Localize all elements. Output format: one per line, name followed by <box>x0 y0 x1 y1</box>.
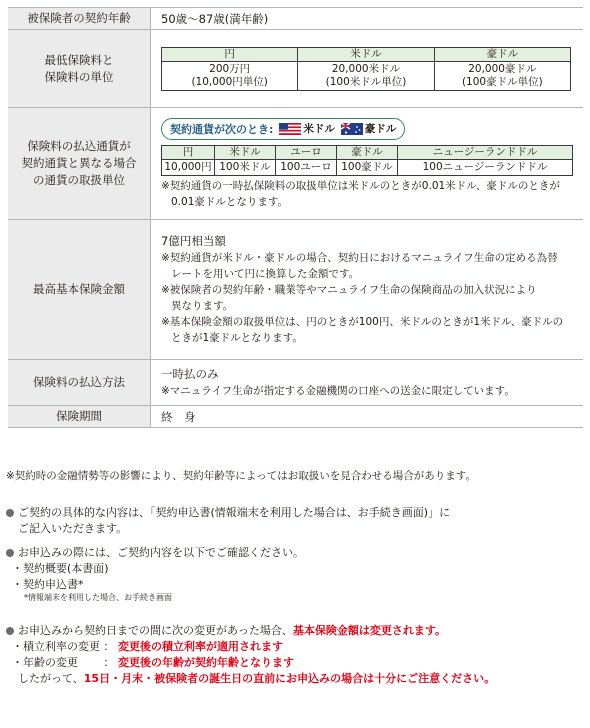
max-notes: ※契約通貨が米ドル・豪ドルの場合、契約日におけるマニュライフ生命の定める為替 レートを用いて円に換算した金額です。 ※被保険者の契約年齢・職業等やマニュライフ生命の保険商品の加入状況により 異なります。 ※基本保険金額の取扱単位は、円のときが100円、米ドルのときが1米ドル、豪ドルの ときが1豪ドルとなります。 <box>161 252 564 344</box>
cur-cell-usd: 100米ドル <box>215 159 276 175</box>
unit-header-aud: 豪ドル <box>434 47 570 61</box>
us-flag-icon <box>279 123 301 135</box>
method-note: ※マニュライフ生命が指定する金融機関の口座への送金に限定しています。 <box>161 385 515 397</box>
method-label: 保険料の払込方法 <box>8 360 151 406</box>
currency-label: 保険料の払込通貨が 契約通貨と異なる場合 の通貨の取扱単位 <box>8 108 151 220</box>
currency-row <box>8 108 583 220</box>
table-footnote: ※契約時の金融情勢等の影響により、契約年齢等によってはお取扱いを見合わせる場合があります。 <box>6 470 476 482</box>
max-label: 最高基本保険金額 <box>8 220 151 360</box>
unit-label: 最低保険料と 保険料の単位 <box>8 30 151 108</box>
unit-cell-aud: 20,000豪ドル (100豪ドル単位) <box>434 61 570 90</box>
unit-header-usd: 米ドル <box>298 47 434 61</box>
bullet-icon <box>6 549 14 557</box>
period-value: 終 身 <box>151 406 584 428</box>
unit-cell-jpy: 200万円 (10,000円単位) <box>162 61 298 90</box>
age-row <box>8 8 583 30</box>
cur-header-jpy: 円 <box>162 145 215 159</box>
max-amount: 7億円相当額 <box>161 234 226 248</box>
unit-header-jpy: 円 <box>162 47 298 61</box>
cur-cell-nzd: 100ニュージーランドドル <box>398 159 573 175</box>
unit-subtable <box>161 47 571 91</box>
bullet-icon <box>6 627 14 635</box>
cur-header-usd: 米ドル <box>215 145 276 159</box>
age-label: 被保険者の契約年齢 <box>8 8 151 30</box>
bullet-confirm: お申込みの際には、ご契約内容を以下でご確認ください。 ・契約概要(本書面) ・契約申込書* *情報端末を利用した場合、お手続き画面 <box>6 545 304 603</box>
bullet-contract-details: ご契約の具体的な内容は、「契約申込書(情報端末を利用した場合は、お手続き画面)」に ご記入いただきます。 <box>6 505 450 537</box>
product-spec-table <box>8 7 583 428</box>
cur-cell-eur: 100ユーロ <box>276 159 337 175</box>
method-value: 一時払のみ <box>161 367 219 381</box>
unit-row <box>8 30 583 108</box>
unit-cell-usd: 20,000米ドル (100米ドル単位) <box>298 61 434 90</box>
cur-header-nzd: ニュージーランドドル <box>398 145 573 159</box>
au-flag-icon <box>341 123 363 135</box>
max-row <box>8 220 583 360</box>
cur-header-aud: 豪ドル <box>337 145 398 159</box>
period-row <box>8 406 583 428</box>
bullet-changes: お申込みから契約日までの間に次の変更があった場合、基本保険金額は変更されます。 ・積立利率の変更 ： 変更後の積立利率が適用されます ・年齢の変更 ： 変更後の年齢が契約年齢となります したがって、15日・月末・被保険者の誕生日の直前にお申込みの場合は十分にご注意ください。 <box>6 623 495 687</box>
period-label: 保険期間 <box>8 406 151 428</box>
currency-note: ※契約通貨の一時払保険料の取扱単位は米ドルのときが0.01米ドル、豪ドルのときが 0.01豪ドルとなります。 <box>161 179 560 208</box>
contract-currency-pill: 契約通貨が次のとき: 米ドル 豪ドル <box>161 118 405 140</box>
cur-header-eur: ユーロ <box>276 145 337 159</box>
method-row <box>8 360 583 406</box>
age-value: 50歳～87歳(満年齢) <box>151 8 584 30</box>
cur-cell-jpy: 10,000円 <box>162 159 215 175</box>
cur-cell-aud: 100豪ドル <box>337 159 398 175</box>
currency-subtable <box>161 145 573 176</box>
bullet-icon <box>6 509 14 517</box>
